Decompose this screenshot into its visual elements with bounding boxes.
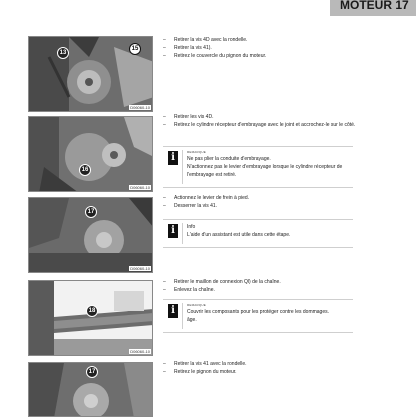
callout-15: 15 <box>129 43 141 55</box>
note-warning-protect <box>163 299 353 333</box>
figure-code: D06060-10 <box>130 105 150 110</box>
steps-section-4 <box>163 278 413 294</box>
step-item: – Retirer la vis 4D avec la rondelle. <box>163 37 248 43</box>
figure-code: D06060-10 <box>130 266 150 271</box>
info-icon: i <box>168 151 178 165</box>
steps-section-3 <box>163 194 413 210</box>
figure-clutch-slave-cylinder <box>28 116 153 192</box>
step-item: – Actionnez le levier de frein à pied. <box>163 195 250 201</box>
step-item: – Retirer la vis 41). <box>163 45 212 51</box>
figure-engine-sprocket <box>28 362 153 417</box>
note-line: âge. <box>187 317 197 323</box>
note-kind: REMARQUE <box>187 303 206 307</box>
note-kind: Info <box>187 224 196 230</box>
step-item: – Retirer la vis 41 avec la rondelle. <box>163 361 247 367</box>
engine-photo-2 <box>29 117 153 192</box>
note-kind: REMARQUE <box>187 150 206 154</box>
step-item: – Retirer les vis 4D. <box>163 114 214 120</box>
note-info-assistant <box>163 219 353 248</box>
callout-17: 17 <box>85 206 97 218</box>
figure-code: D06060-10 <box>130 349 150 354</box>
callout-18: 18 <box>86 305 98 317</box>
note-line: N'actionnez pas le levier d'embrayage lorsque le cylindre récepteur de <box>187 164 343 170</box>
steps-section-2 <box>163 113 413 129</box>
figure-code: D06060-10 <box>130 185 150 190</box>
step-item: – Desserrer la vis 41. <box>163 203 218 209</box>
figure-sprocket-cover <box>28 36 153 112</box>
note-divider <box>182 223 183 244</box>
note-divider <box>182 150 183 184</box>
chapter-header: MOTEUR 17 <box>330 0 416 16</box>
note-line: Ne pas plier la conduite d'embrayage. <box>187 156 271 162</box>
steps-section-1 <box>163 36 413 60</box>
callout-13: 13 <box>57 47 69 59</box>
note-line: L'aide d'un assistant est utile dans cette étape. <box>187 232 291 238</box>
note-line: l'embrayage est retiré. <box>187 172 237 178</box>
callout-16: 16 <box>79 164 91 176</box>
engine-photo-4 <box>29 281 153 356</box>
note-warning-clutch <box>163 146 353 188</box>
figure-rear-brake <box>28 197 153 273</box>
step-item: – Retirez le cylindre récepteur d'embrayage avec le joint et accrochez-le sur le côté. <box>163 122 356 128</box>
callout-17: 17 <box>86 366 98 378</box>
note-line: Couvrir les composants pour les protéger contre les dommages. <box>187 309 330 315</box>
step-item: – Enlevez la chaîne. <box>163 287 215 293</box>
step-item: – Retirer le maillon de connexion Ql) de la chaîne. <box>163 279 281 285</box>
steps-section-5 <box>163 360 413 376</box>
step-item: – Retirez le pignon du moteur. <box>163 369 237 375</box>
step-item: – Retirez le couvercle du pignon du moteur. <box>163 53 267 59</box>
info-icon: i <box>168 304 178 318</box>
note-divider <box>182 303 183 329</box>
info-icon: i <box>168 224 178 238</box>
figure-chain-link <box>28 280 153 356</box>
